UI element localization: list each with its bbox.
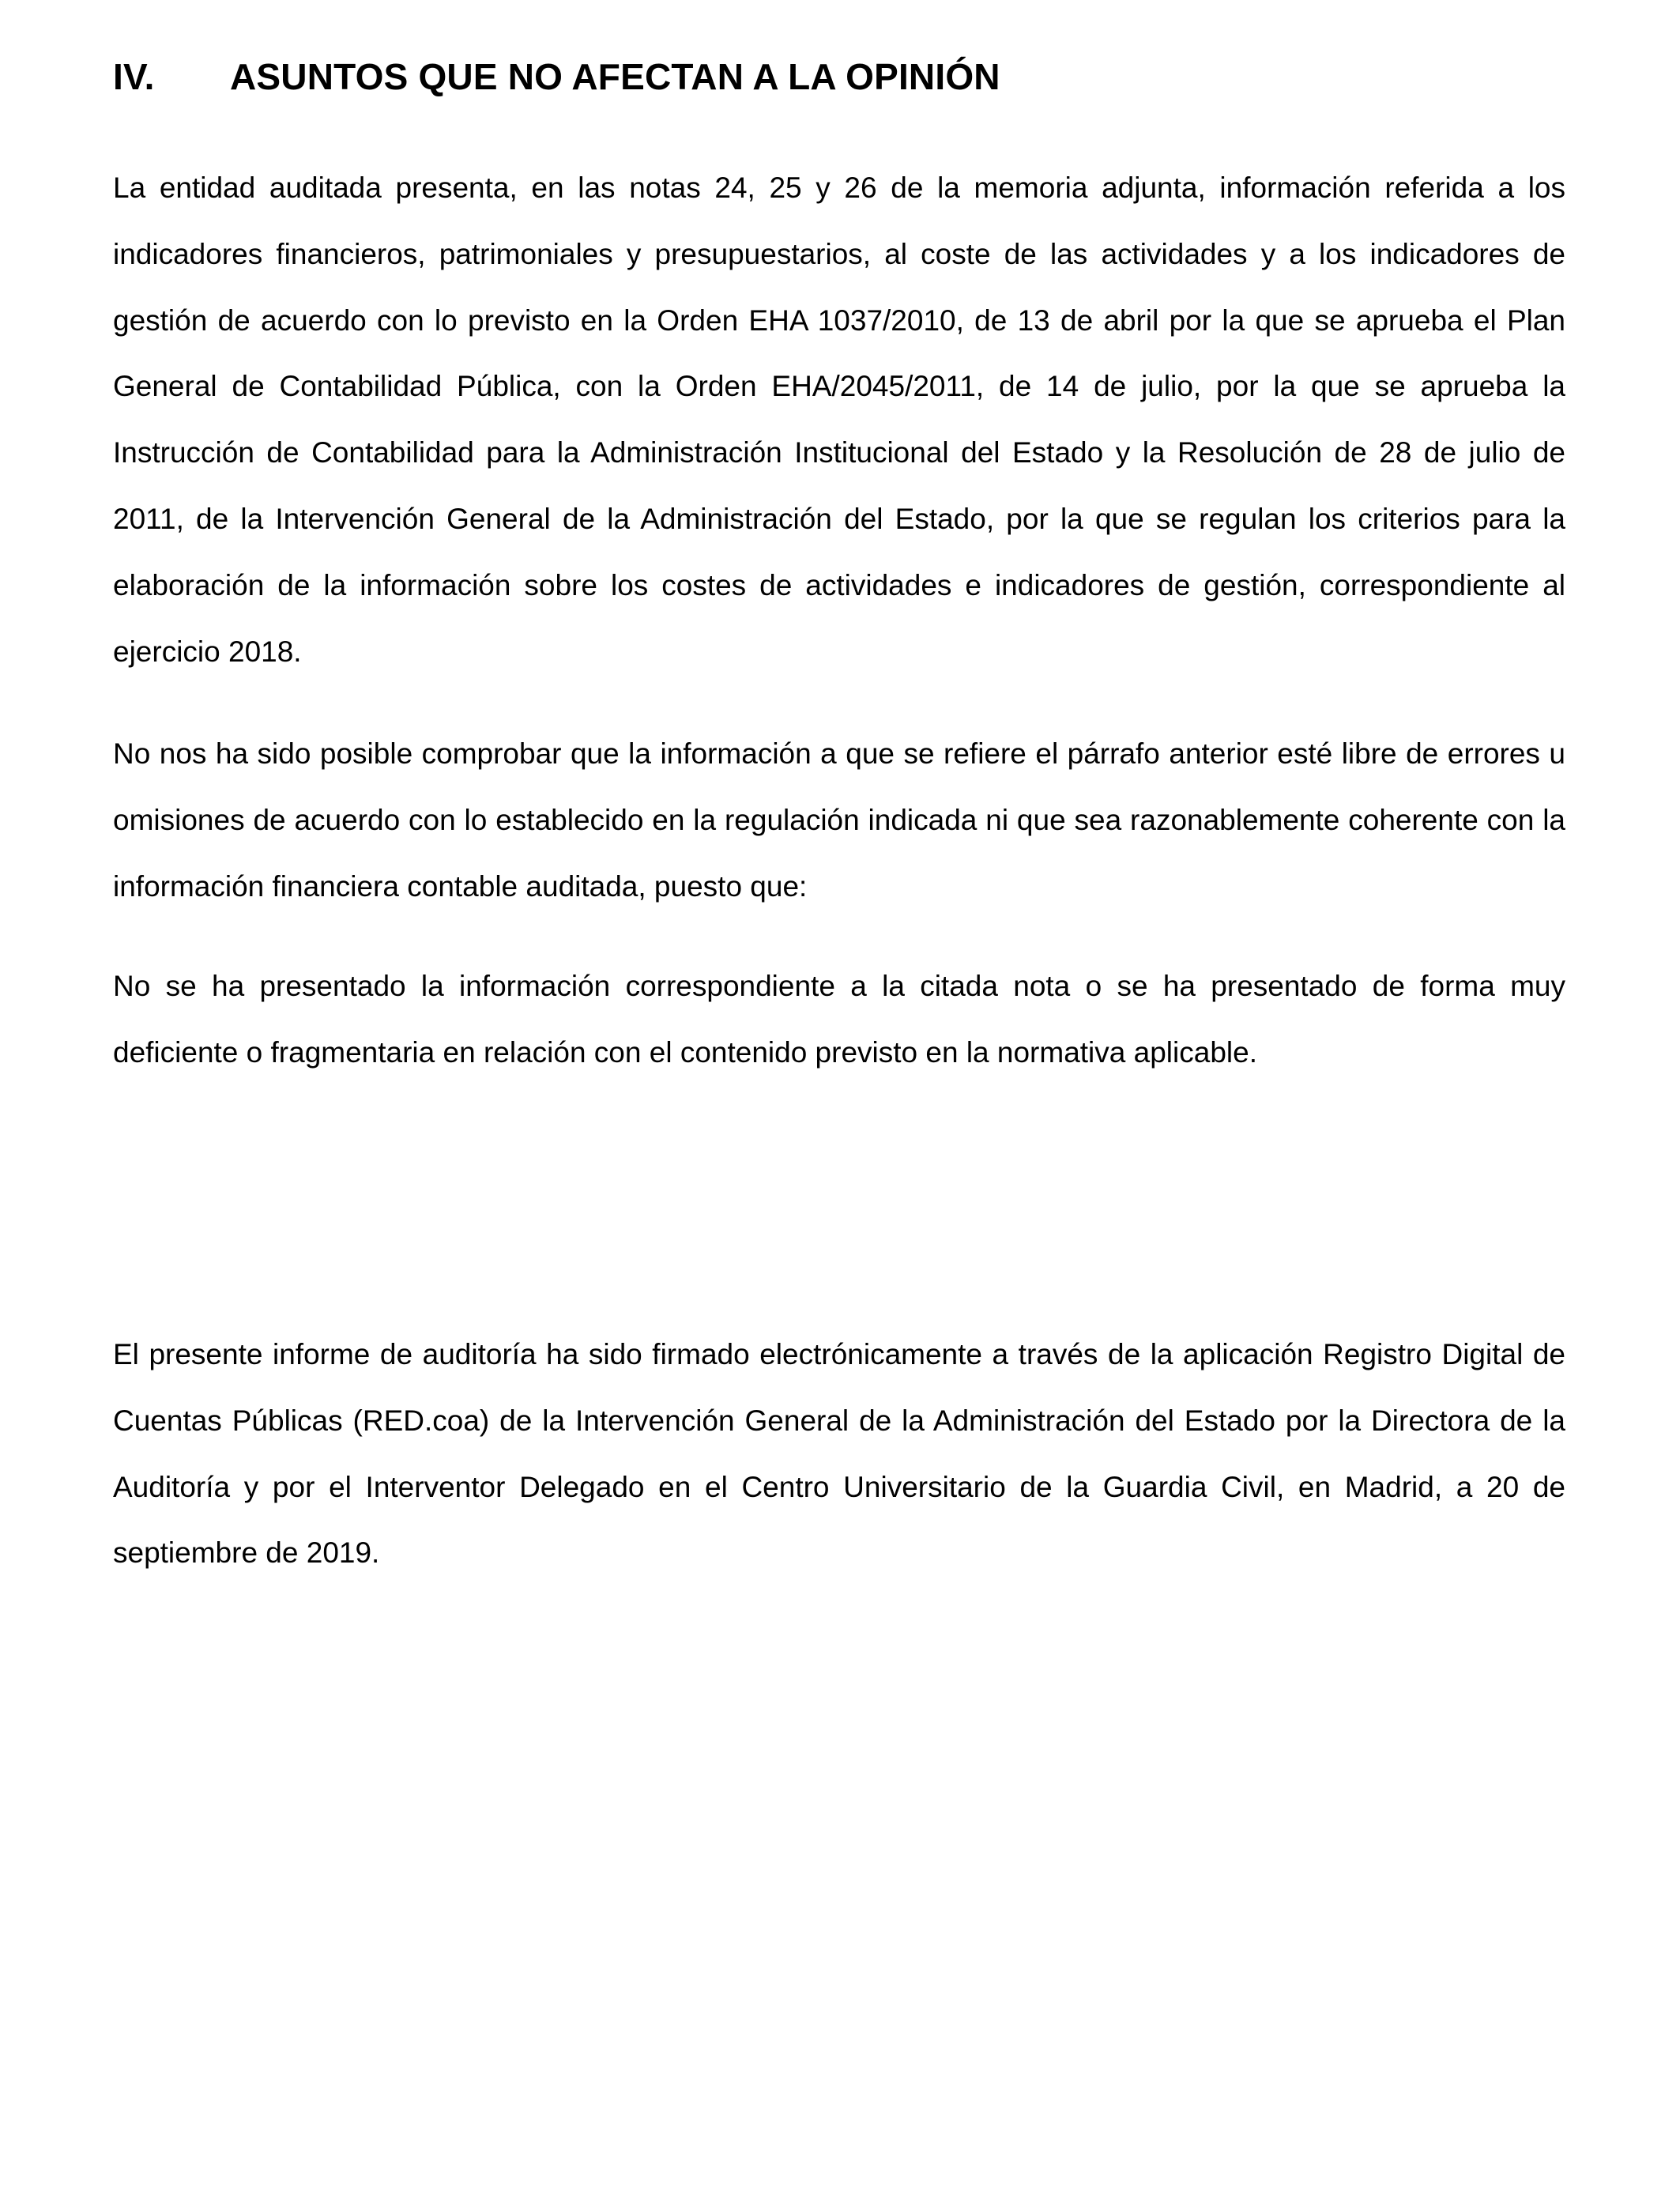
paragraph-indicators-info: La entidad auditada presenta, en las notas 24, 25 y 26 de la memoria adjunta, información referida a los indicadores financieros, patrimoniales y presupuestarios, al coste de las actividades y a los indicadores de gestión de acuerdo con lo previsto en la Orden EHA 1037/2010, de 13 de abril por la que se aprueba el Plan General de Contabilidad Pública, con la Orden EHA/2045/2011, de 14 de julio, por la que se aprueba la Instrucción de Contabilidad para la Administración Institucional del Estado y la Resolución de 28 de julio de 2011, de la Intervención General de la Administración del Estado, por la que se regulan los criterios para la elaboración de la información sobre los costes de actividades e indicadores de gestión, correspondiente al ejercicio 2018. xyxy=(113,172,1565,668)
paragraph-verification-limit: No nos ha sido posible comprobar que la información a que se refiere el párrafo anterior esté libre de errores u omisiones de acuerdo con lo establecido en la regulación indicada ni que sea razonablemente coherente con la información financiera contable auditada, puesto que: xyxy=(113,737,1565,903)
paragraph-signature-statement: El presente informe de auditoría ha sido firmado electrónicamente a través de la aplicación Registro Digital de Cuentas Públicas (RED.coa) de la Intervención General de la Administración del Estado por la Directora de la Auditoría y por el Interventor Delegado en el Centro Universitario de la Guardia Civil, en Madrid, a 20 de septiembre de 2019. xyxy=(113,1338,1565,1570)
section-heading xyxy=(113,49,1000,104)
section-title: ASUNTOS QUE NO AFECTAN A LA OPINIÓN xyxy=(230,56,1000,97)
document-page xyxy=(113,0,1565,2194)
section-number: IV. xyxy=(113,56,155,97)
paragraph-deficiency: No se ha presentado la información correspondiente a la citada nota o se ha presentado de forma muy deficiente o fragmentaria en relación con el contenido previsto en la normativa aplicable. xyxy=(113,970,1565,1069)
